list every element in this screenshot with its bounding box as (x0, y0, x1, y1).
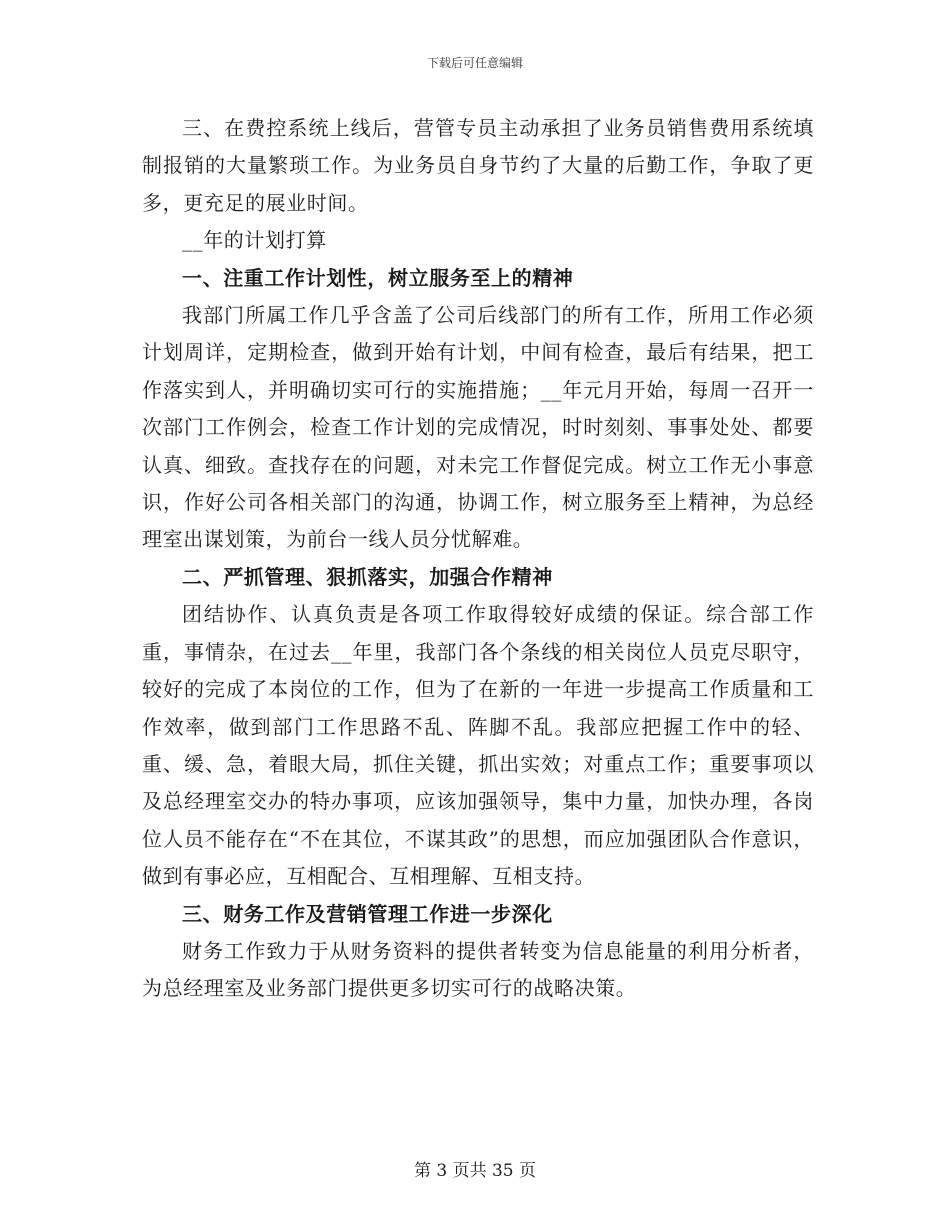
header-note: 下载后可任意编辑 (426, 56, 523, 70)
heading-work-planning: 一、注重工作计划性，树立服务至上的精神 (182, 265, 574, 290)
paragraph-work-planning: 我部门所属工作几乎含盖了公司后线部门的所有工作，所用工作必须计划周详，定期检查，做到开始有计划，中间有检查，最后有结果，把工作落实到人，并明确切实可行的实施措施；__年元月开始，每周一召开一次部门工作例会，检查工作计划的完成情况，时时刻刻、事事处处、都要认真、细致。查找存在的问题，对未完工作督促完成。树立工作无小事意识，作好公司各相关部门的沟通，协调工作，树立服务至上精神，为总经理室出谋划策，为前台一线人员分忧解难。 (142, 303, 814, 552)
section-plan-title: __年的计划打算 (182, 228, 327, 253)
paragraph-finance: 财务工作致力于从财务资料的提供者转变为信息能量的利用分析者，为总经理室及业务部门提供更多切实可行的战略决策。 (142, 938, 814, 1001)
page-number: 第 3 页共 35 页 (413, 1161, 537, 1181)
document-body (142, 110, 814, 1008)
paragraph-management: 团结协作、认真负责是各项工作取得较好成绩的保证。综合部工作重，事情杂，在过去__年里，我部门各个条线的相关岗位人员克尽职守，较好的完成了本岗位的工作，但为了在新的一年进一步提高工作质量和工作效率，做到部门工作思路不乱、阵脚不乱。我部应把握工作中的轻、重、缓、急，着眼大局，抓住关键，抓出实效；对重点工作；重要事项以及总经理室交办的特办事项，应该加强领导，集中力量，加快办理，各岗位人员不能存在“不在其位，不谋其政”的思想，而应加强团队合作意识，做到有事必应，互相配合、互相理解、互相支持。 (142, 602, 814, 889)
heading-management: 二、严抓管理、狠抓落实，加强合作精神 (182, 564, 553, 589)
paragraph-fee-control: 三、在费控系统上线后，营管专员主动承担了业务员销售费用系统填制报销的大量繁琐工作。为业务员自身节约了大量的后勤工作，争取了更多，更充足的展业时间。 (142, 116, 814, 215)
heading-finance: 三、财务工作及营销管理工作进一步深化 (182, 901, 553, 926)
